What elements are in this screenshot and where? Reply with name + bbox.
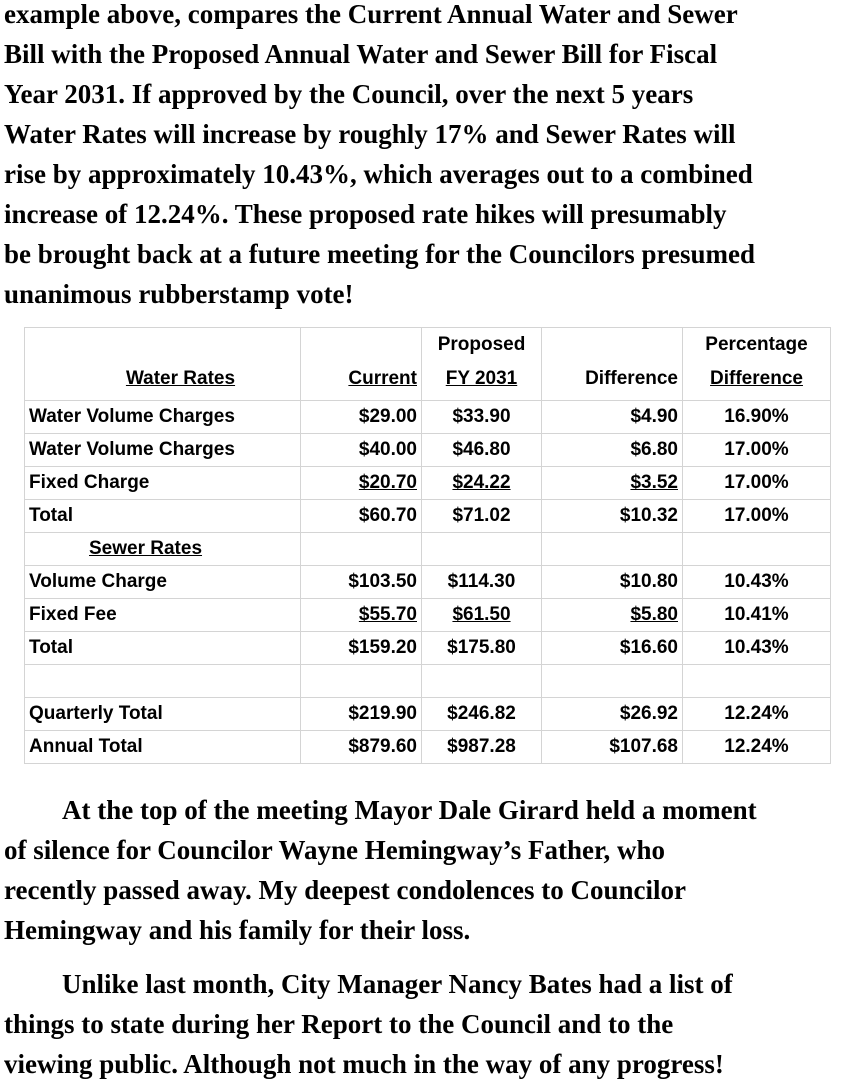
- table-row-blank: [25, 665, 831, 698]
- header-proposed: Proposed FY 2031: [422, 328, 542, 401]
- intro-line: unanimous rubberstamp vote!: [4, 279, 354, 309]
- row-percentage: 17.00%: [683, 500, 831, 533]
- table-row: [25, 434, 831, 467]
- row-percentage: 17.00%: [683, 467, 831, 500]
- row-current: $219.90: [301, 698, 422, 731]
- row-current: $103.50: [301, 566, 422, 599]
- row-percentage: 10.43%: [683, 566, 831, 599]
- row-current: $159.20: [301, 632, 422, 665]
- row-difference: $107.68: [542, 731, 683, 764]
- row-difference: $26.92: [542, 698, 683, 731]
- row-percentage: [683, 665, 831, 698]
- row-label: Total: [25, 632, 301, 665]
- intro-line: increase of 12.24%. These proposed rate hikes will presumably: [4, 199, 727, 229]
- row-percentage: [683, 533, 831, 566]
- row-proposed: $24.22: [422, 467, 542, 500]
- row-proposed: $33.90: [422, 401, 542, 434]
- table-row: [25, 467, 831, 500]
- intro-line: rise by approximately 10.43%, which averages out to a combined: [4, 159, 753, 189]
- intro-paragraph: [4, 0, 755, 314]
- row-label: Water Volume Charges: [25, 434, 301, 467]
- row-proposed: [422, 665, 542, 698]
- manager-line: Unlike last month, City Manager Nancy Bates had a list of: [62, 969, 733, 999]
- row-current: [301, 665, 422, 698]
- row-difference: $6.80: [542, 434, 683, 467]
- row-proposed: $987.28: [422, 731, 542, 764]
- row-difference: $3.52: [542, 467, 683, 500]
- section-sewer-rates: Sewer Rates: [25, 533, 301, 566]
- row-difference: $10.80: [542, 566, 683, 599]
- row-proposed: $46.80: [422, 434, 542, 467]
- header-difference: Difference: [542, 328, 683, 401]
- mayor-line: Hemingway and his family for their loss.: [4, 915, 471, 945]
- header-percentage-difference: Percentage Difference: [683, 328, 831, 401]
- intro-line: Water Rates will increase by roughly 17% and Sewer Rates will: [4, 119, 736, 149]
- row-proposed: $114.30: [422, 566, 542, 599]
- row-proposed: [422, 533, 542, 566]
- mayor-line: At the top of the meeting Mayor Dale Girard held a moment: [62, 795, 757, 825]
- row-current: $29.00: [301, 401, 422, 434]
- row-proposed: $246.82: [422, 698, 542, 731]
- rate-comparison-table: [24, 327, 831, 764]
- manager-line: viewing public. Although not much in the way of any progress!: [4, 1049, 724, 1079]
- table-row: [25, 731, 831, 764]
- mayor-line: of silence for Councilor Wayne Hemingway’s Father, who: [4, 835, 665, 865]
- table-header-row: [25, 328, 831, 401]
- row-label: Volume Charge: [25, 566, 301, 599]
- intro-line: example above, compares the Current Annual Water and Sewer: [4, 0, 738, 29]
- header-current: Current: [301, 328, 422, 401]
- row-label: [25, 665, 301, 698]
- row-percentage: 12.24%: [683, 731, 831, 764]
- row-current: $40.00: [301, 434, 422, 467]
- mayor-paragraph: [4, 790, 757, 950]
- table-row: [25, 632, 831, 665]
- table-row: [25, 698, 831, 731]
- intro-line: Bill with the Proposed Annual Water and Sewer Bill for Fiscal: [4, 39, 718, 69]
- row-percentage: 17.00%: [683, 434, 831, 467]
- row-current: $20.70: [301, 467, 422, 500]
- row-proposed: $71.02: [422, 500, 542, 533]
- row-percentage: 10.41%: [683, 599, 831, 632]
- mayor-line: recently passed away. My deepest condolences to Councilor: [4, 875, 686, 905]
- row-label: Fixed Fee: [25, 599, 301, 632]
- row-difference: $10.32: [542, 500, 683, 533]
- row-current: [301, 533, 422, 566]
- row-percentage: 16.90%: [683, 401, 831, 434]
- row-percentage: 10.43%: [683, 632, 831, 665]
- row-label: Total: [25, 500, 301, 533]
- intro-line: Year 2031. If approved by the Council, over the next 5 years: [4, 79, 694, 109]
- row-label: Annual Total: [25, 731, 301, 764]
- row-current: $55.70: [301, 599, 422, 632]
- row-difference: $4.90: [542, 401, 683, 434]
- row-difference: $5.80: [542, 599, 683, 632]
- header-water-rates: Water Rates: [25, 328, 301, 401]
- manager-line: things to state during her Report to the Council and to the: [4, 1009, 674, 1039]
- row-difference: [542, 665, 683, 698]
- table-row: [25, 599, 831, 632]
- table-row: [25, 566, 831, 599]
- intro-line: be brought back at a future meeting for the Councilors presumed: [4, 239, 756, 269]
- row-difference: [542, 533, 683, 566]
- row-percentage: 12.24%: [683, 698, 831, 731]
- row-label: Fixed Charge: [25, 467, 301, 500]
- table-row: [25, 500, 831, 533]
- row-label: Water Volume Charges: [25, 401, 301, 434]
- table-row-section-header: [25, 533, 831, 566]
- row-difference: $16.60: [542, 632, 683, 665]
- row-proposed: $175.80: [422, 632, 542, 665]
- row-label: Quarterly Total: [25, 698, 301, 731]
- row-current: $879.60: [301, 731, 422, 764]
- row-proposed: $61.50: [422, 599, 542, 632]
- table-row: [25, 401, 831, 434]
- manager-paragraph: [4, 964, 733, 1084]
- row-current: $60.70: [301, 500, 422, 533]
